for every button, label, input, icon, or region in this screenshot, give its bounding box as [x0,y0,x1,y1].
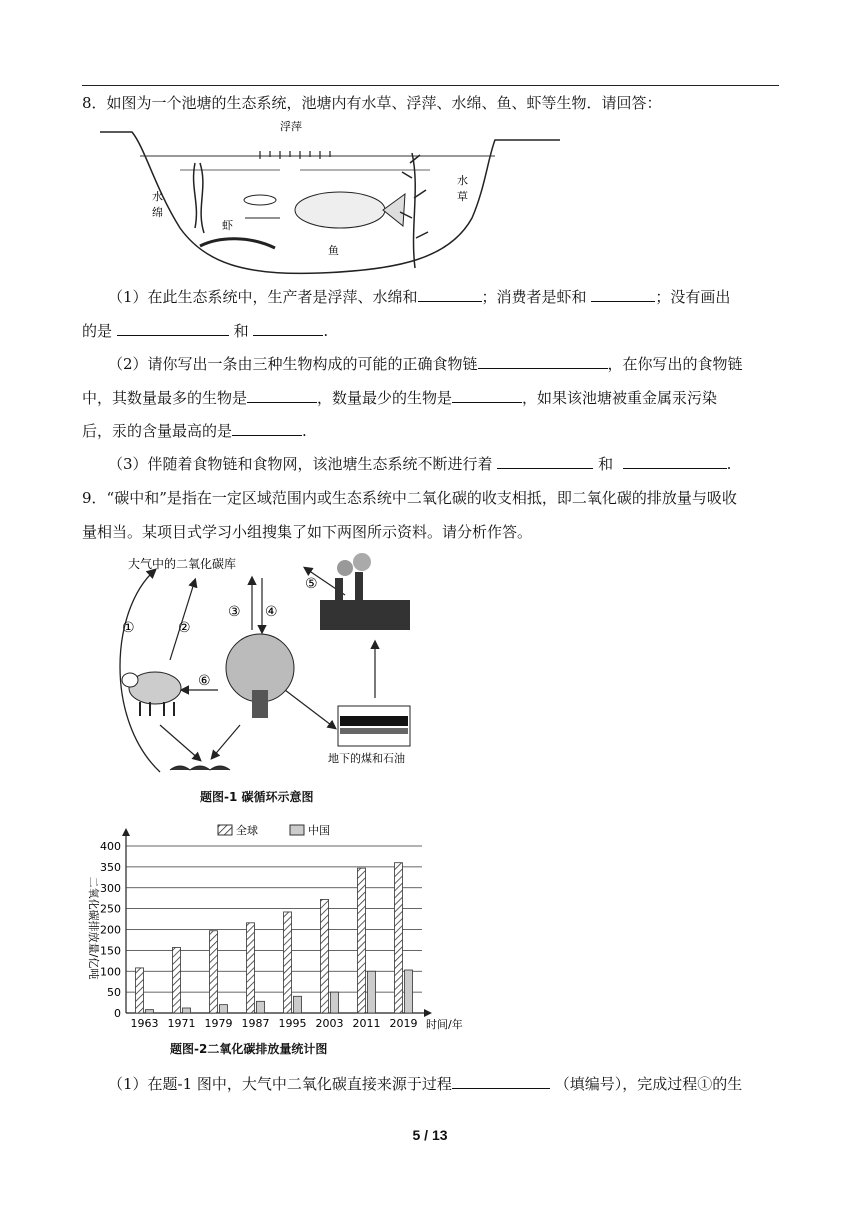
q8-part1-line1: （1）在此生态系统中，生产者是浮萍、水绵和 ；消费者是虾和 ；没有画出 [108,285,730,308]
legend-global: 全球 [236,824,258,837]
page-number: 5 / 13 [412,1127,448,1143]
y-tick-label: 50 [107,986,121,1000]
x-tick-label: 1963 [130,1017,159,1030]
y-axis-arrow [122,828,130,836]
answer-blank[interactable] [117,319,229,336]
factory-drawing [320,553,410,630]
legend-swatch-global [218,825,232,835]
answer-blank[interactable] [478,352,608,369]
bar-global [358,868,366,1013]
q9-sub1: （1）在题-1 图中，大气中二氧化碳直接来源于过程 （填编号），完成过程①的生 [108,1072,742,1095]
underground-label: 地下的煤和石油 [328,752,405,765]
bar-china [220,1005,228,1013]
y-tick-label: 300 [100,881,121,895]
bar-china [331,992,339,1013]
svg-text:水: 水 [152,190,163,203]
answer-blank[interactable] [232,419,302,436]
coal-oil-layers [338,706,410,746]
answer-blank[interactable] [497,452,593,469]
x-tick-label: 2003 [315,1017,344,1030]
bar-china [294,996,302,1013]
shrimp-drawing [200,239,275,248]
bar-global [395,863,403,1013]
y-axis-label: 二氧化碳排放量/亿吨 [87,876,100,980]
answer-blank[interactable] [623,452,727,469]
answer-blank[interactable] [253,319,323,336]
small-fish-drawing [244,195,276,205]
y-tick-label: 350 [100,860,121,874]
answer-blank[interactable] [591,285,655,302]
x-axis-arrow [424,1009,432,1017]
y-tick-label: 200 [100,923,121,937]
bar-global [173,947,181,1013]
label-duckweed: 浮萍 [280,120,302,133]
chart-caption: 题图-2二氧化碳排放量统计图 [170,1042,328,1056]
answer-blank[interactable] [247,386,317,403]
answer-blank[interactable] [418,285,482,302]
bar-global [210,931,218,1013]
big-fish-drawing [295,192,405,228]
svg-text:③: ③ [228,604,241,620]
bar-china [257,1001,265,1013]
header-rule [82,85,779,86]
svg-text:⑥: ⑥ [198,673,211,689]
answer-blank[interactable] [452,1072,550,1089]
answer-blank[interactable] [452,386,522,403]
q8-part2-line1: （2）请你写出一条由三种生物构成的可能的正确食物链 ，在你写出的食物链 [108,352,743,375]
x-tick-label: 1987 [241,1017,270,1030]
sheep-drawing [122,672,181,716]
bar-global [321,899,329,1013]
svg-text:①: ① [122,620,135,636]
svg-text:绵: 绵 [152,206,163,219]
bar-global [136,968,144,1013]
bar-global [247,923,255,1013]
y-tick-label: 400 [100,840,121,853]
bar-china [405,970,413,1013]
y-tick-label: 250 [100,902,121,916]
q8-part2-line3: 后，汞的含量最高的是 . [82,419,307,442]
svg-text:⑤: ⑤ [305,576,318,592]
svg-text:虾: 虾 [222,219,233,232]
atmosphere-label: 大气中的二氧化碳库 [128,557,237,571]
svg-text:草: 草 [457,190,468,203]
bar-china [368,971,376,1013]
svg-text:水: 水 [457,174,468,187]
bar-global [284,912,292,1013]
decomposer-drawing [170,766,230,770]
q9-stem-line1: 9．“碳中和”是指在一定区域范围内或生态系统中二氧化碳的收支相抵，即二氧化碳的排放量与吸收 [82,489,737,507]
svg-text:鱼: 鱼 [328,244,339,257]
pond-diagram [100,118,560,288]
x-tick-label: 1995 [278,1017,307,1030]
x-tick-label: 1979 [204,1017,233,1030]
x-tick-label: 1971 [167,1017,196,1030]
emission-chart [78,818,478,1036]
y-tick-label: 150 [100,944,121,958]
cycle-caption: 题图-1 碳循环示意图 [200,790,314,804]
x-tick-label: 2019 [389,1017,418,1030]
svg-text:④: ④ [265,604,278,620]
q8-part3: （3）伴随着食物链和食物网，该池塘生态系统不断进行着 和 . [108,452,731,475]
bar-china [183,1008,191,1013]
legend-china: 中国 [308,824,330,837]
x-axis-label: 时间/年 [426,1018,463,1031]
tree-drawing [226,634,294,718]
spirogyra-drawing [194,163,204,233]
bar-china [146,1010,154,1013]
carbon-cycle-diagram [100,550,460,780]
q8-part1-line2: 的是 和 . [82,319,328,342]
y-tick-label: 0 [114,1007,121,1020]
q9-stem-line2: 量相当。某项目式学习小组搜集了如下两图所示资料。请分析作答。 [82,523,533,541]
svg-text:②: ② [178,620,191,636]
q8-stem: 8．如图为一个池塘的生态系统，池塘内有水草、浮萍、水绵、鱼、虾等生物．请回答： [82,94,662,112]
q8-part2-line2: 中，其数量最多的生物是 ，数量最少的生物是 ，如果该池塘被重金属汞污染 [82,386,717,409]
y-tick-label: 100 [100,965,121,979]
duckweed-drawing [260,151,330,159]
x-tick-label: 2011 [352,1017,381,1030]
legend-swatch-china [290,825,304,835]
